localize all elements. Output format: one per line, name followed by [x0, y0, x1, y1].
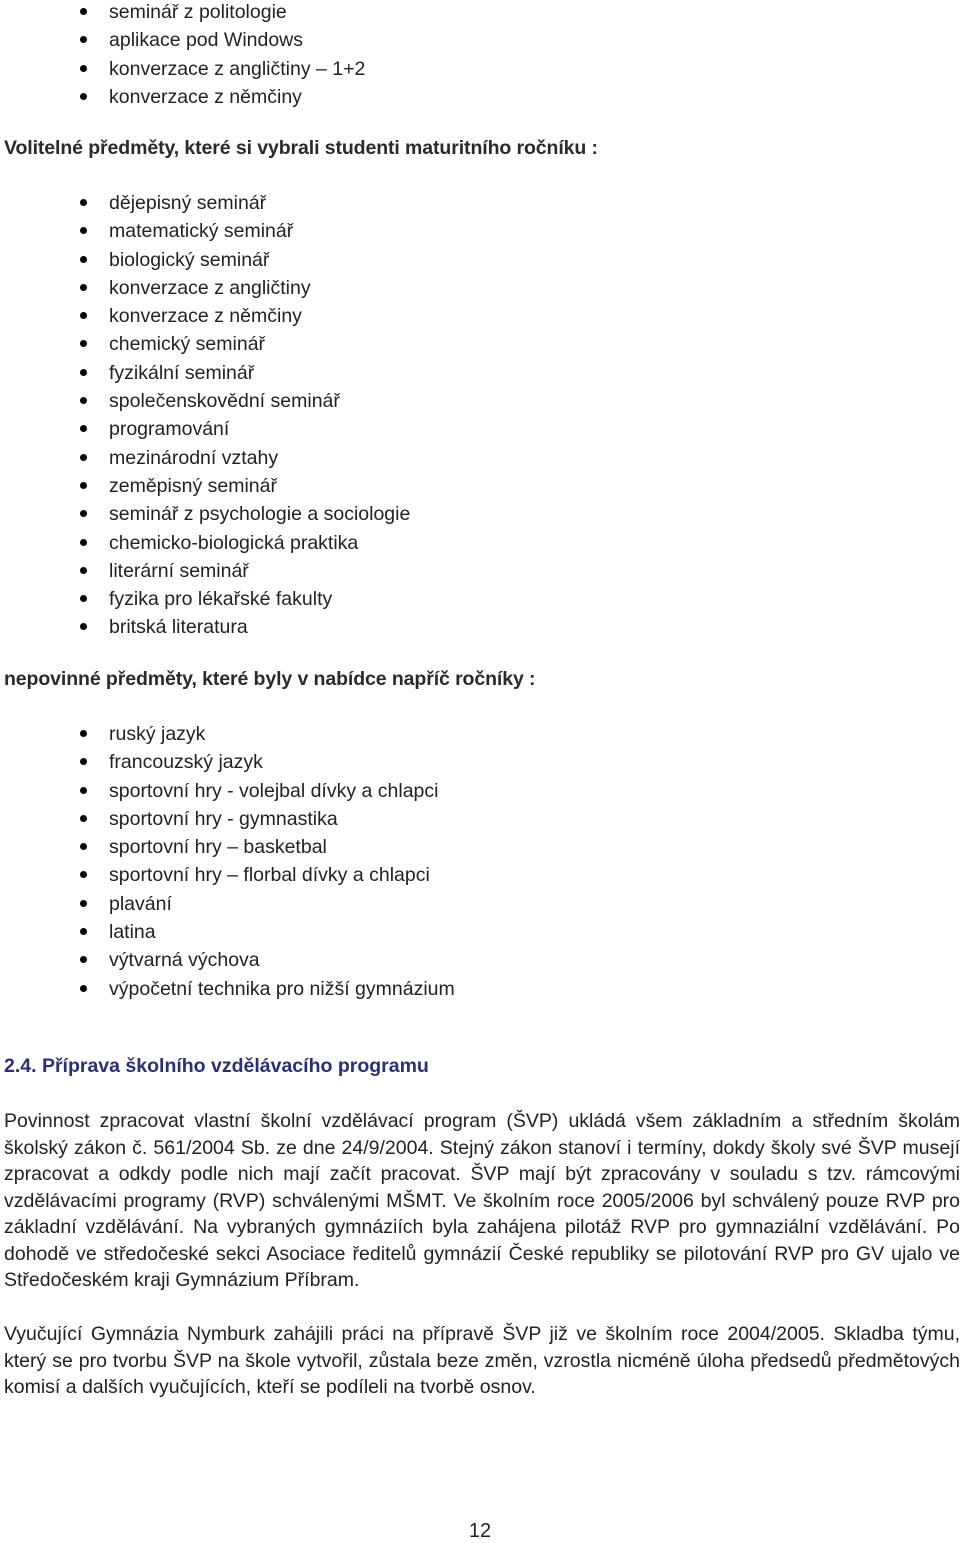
list-item-label: chemický seminář [109, 333, 266, 356]
list-item [0, 748, 960, 776]
bullet-icon [80, 730, 87, 737]
list-item-label: aplikace pod Windows [109, 29, 304, 52]
bullet-icon [80, 340, 87, 347]
list-item [0, 359, 960, 387]
list-item [0, 585, 960, 613]
list-item-label: literární seminář [109, 559, 249, 582]
bullet-icon [80, 623, 87, 630]
list-item [0, 890, 960, 918]
electives-final-year-list [0, 189, 960, 642]
list-item [0, 861, 960, 889]
section-number: 2.4. [4, 1055, 37, 1077]
bullet-icon [80, 199, 87, 206]
list-item-label: fyzika pro lékařské fakulty [109, 588, 333, 611]
list-item-label: zeměpisný seminář [109, 474, 277, 497]
bullet-icon [80, 369, 87, 376]
list-item [0, 444, 960, 472]
list-item-label: programování [109, 418, 230, 441]
list-item-label: konverzace z němčiny [109, 305, 302, 328]
list-item-label: konverzace z němčiny [109, 85, 302, 108]
list-item-label: seminář z politologie [109, 1, 287, 23]
list-item [0, 529, 960, 557]
bullet-icon [80, 397, 87, 404]
list-item [0, 500, 960, 528]
list-item-label: sportovní hry - gymnastika [109, 807, 338, 830]
bullet-icon [80, 871, 87, 878]
list-item [0, 415, 960, 443]
bullet-icon [80, 425, 87, 432]
heading-non-compulsory-subjects: nepovinné předměty, které byly v nabídce napříč ročníky : [4, 668, 536, 690]
bullet-icon [80, 93, 87, 100]
bullet-icon [80, 787, 87, 794]
bullet-icon [80, 510, 87, 517]
list-item-label: francouzský jazyk [109, 751, 263, 774]
list-item [0, 918, 960, 946]
list-item-label: seminář z psychologie a sociologie [109, 503, 411, 526]
list-item-label: konverzace z angličtiny – 1+2 [109, 57, 366, 80]
bullet-icon [80, 65, 87, 72]
section-title [4, 1055, 429, 1078]
bullet-icon [80, 312, 87, 319]
page-number: 12 [468, 1520, 492, 1542]
list-item-label: sportovní hry – florbal dívky a chlapci [109, 864, 430, 887]
list-item [0, 274, 960, 302]
bullet-icon [80, 985, 87, 992]
list-item-label: sportovní hry – basketbal [109, 836, 327, 859]
heading-electives-final-year: Volitelné předměty, které si vybrali studenti maturitního ročníku : [4, 137, 598, 159]
list-item [0, 83, 960, 111]
list-item [0, 217, 960, 245]
list-item [0, 975, 960, 1003]
list-item [0, 387, 960, 415]
bullet-icon [80, 284, 87, 291]
list-item-label: plavání [109, 892, 172, 915]
bullet-icon [80, 843, 87, 850]
list-item [0, 833, 960, 861]
bullet-icon [80, 482, 87, 489]
bullet-icon [80, 900, 87, 907]
list-item-label: společenskovědní seminář [109, 390, 340, 413]
bullet-icon [80, 8, 87, 15]
list-item [0, 189, 960, 217]
bullet-icon [80, 227, 87, 234]
list-item [0, 557, 960, 585]
list-item [0, 777, 960, 805]
list-item-label: britská literatura [109, 616, 248, 639]
bullet-icon [80, 956, 87, 963]
paragraph-svp-intro: Povinnost zpracovat vlastní školní vzdělávací program (ŠVP) ukládá všem základním a středním školám školský zákon č. 561/2004 Sb. ze dne 24/9/2004. Stejný zákon stanoví i termíny, dokdy školy své ŠVP musejí zpracovat a odkdy podle nich mají začít pracovat. ŠVP mají být zpracovány v souladu s tzv. rámcovými vzdělávacími programy (RVP) schválenými MŠMT. Ve školním roce 2005/2006 byl schválený pouze RVP pro základní vzdělávání. Na vybraných gymnáziích byla zahájena pilotáž RVP pro gymnaziální vzdělávání. Po dohodě ve středočeské sekci Asociace ředitelů gymnázií České republiky se pilotování RVP pro GV ujalo ve Středočeském kraji Gymnázium Příbram. [4, 1110, 960, 1291]
optional-subjects-list-continued [0, 0, 960, 111]
list-item-label: matematický seminář [109, 220, 294, 243]
bullet-icon [80, 595, 87, 602]
list-item [0, 302, 960, 330]
list-item [0, 55, 960, 83]
list-item-label: biologický seminář [109, 248, 270, 271]
list-item [0, 0, 960, 26]
list-item [0, 946, 960, 974]
bullet-icon [80, 454, 87, 461]
list-item-label: fyzikální seminář [109, 361, 255, 384]
list-item-label: výpočetní technika pro nižší gymnázium [109, 977, 455, 1000]
list-item-label: chemicko-biologická praktika [109, 531, 359, 554]
bullet-icon [80, 815, 87, 822]
list-item-label: latina [109, 921, 156, 944]
bullet-icon [80, 567, 87, 574]
section-heading: Příprava školního vzdělávacího programu [41, 1055, 429, 1077]
bullet-icon [80, 256, 87, 263]
list-item [0, 613, 960, 641]
bullet-icon [80, 928, 87, 935]
list-item-label: dějepisný seminář [109, 192, 267, 214]
list-item-label: sportovní hry - volejbal dívky a chlapci [109, 779, 439, 802]
bullet-icon [80, 539, 87, 546]
list-item [0, 805, 960, 833]
list-item-label: výtvarná výchova [109, 949, 260, 972]
list-item-label: konverzace z angličtiny [109, 276, 311, 299]
list-item [0, 330, 960, 358]
list-item-label: ruský jazyk [109, 723, 206, 745]
list-item [0, 246, 960, 274]
bullet-icon [80, 758, 87, 765]
list-item [0, 472, 960, 500]
list-item-label: mezinárodní vztahy [109, 446, 279, 469]
paragraph-svp-team: Vyučující Gymnázia Nymburk zahájili práci na přípravě ŠVP již ve školním roce 2004/2005. Skladba týmu, který se pro tvorbu ŠVP na škole vytvořil, zůstala beze změn, vzrostla nicméně úloha předsedů předmětových komisí a dalších vyučujících, kteří se podíleli na tvorbě osnov. [4, 1323, 960, 1398]
non-compulsory-subjects-list [0, 720, 960, 1003]
list-item [0, 26, 960, 54]
list-item [0, 720, 960, 748]
bullet-icon [80, 36, 87, 43]
